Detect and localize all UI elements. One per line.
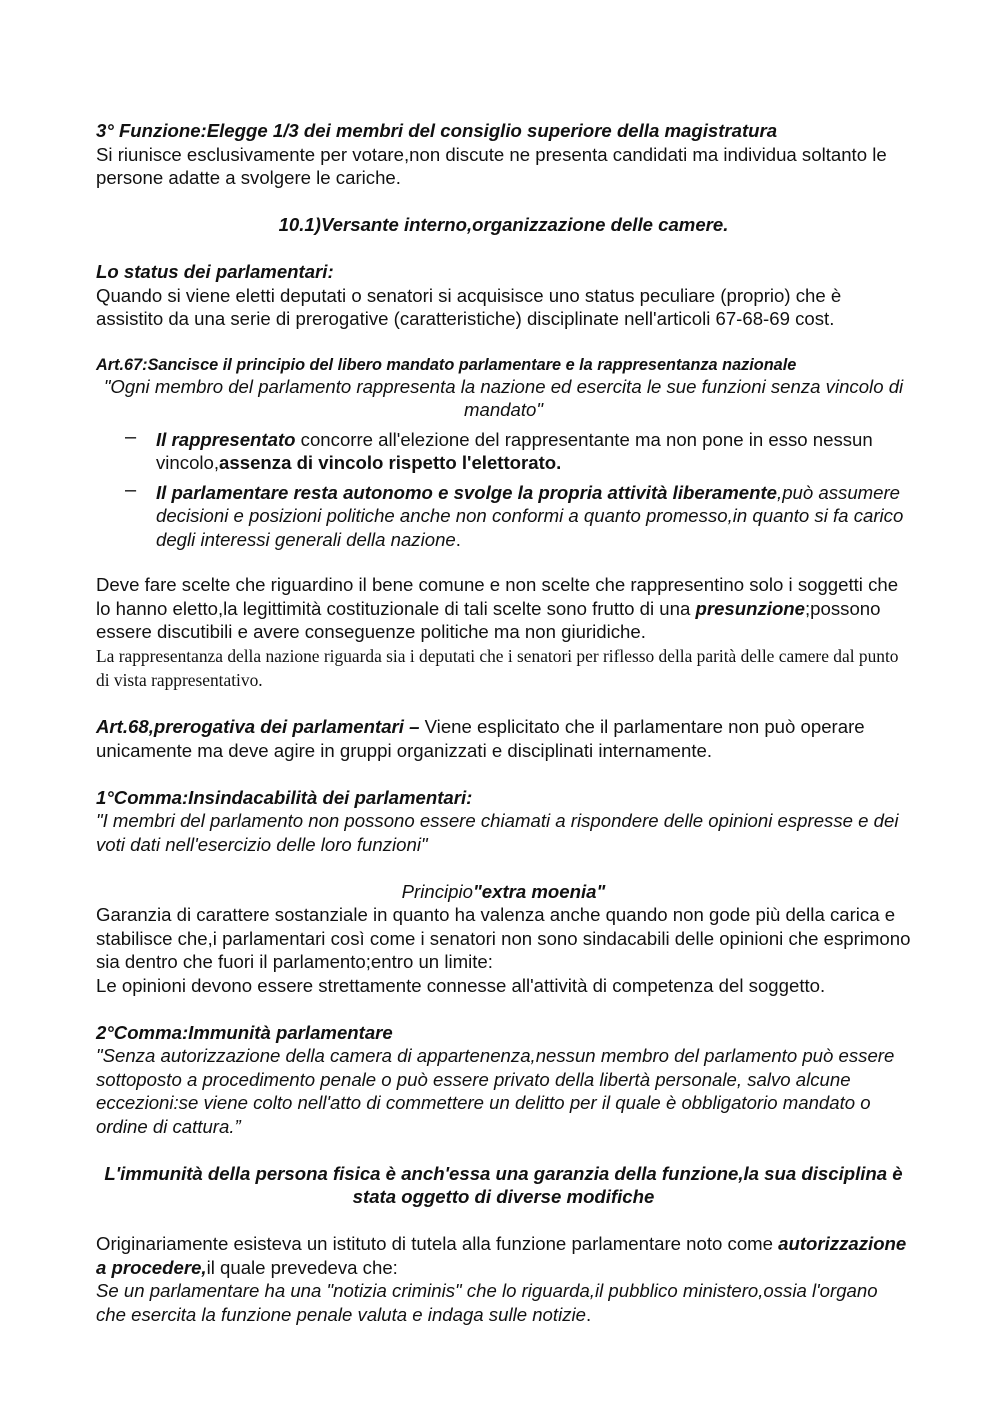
art67-heading: Art.67:Sancisce il principio del libero mandato parlamentare e la rappresentanza nazionale	[96, 355, 797, 374]
originally-paragraph	[96, 1232, 911, 1279]
document-body	[96, 119, 911, 1326]
principle-label: Principio	[401, 880, 473, 902]
status-paragraph: Quando si viene eletti deputati o senatori si acquisisce uno status peculiare (proprio) che è assistito da una serie di prerogative (caratteristiche) disciplinate nell'articoli 67-68-69 cost.	[96, 284, 842, 329]
bullet1-bold: Il rappresentato	[156, 428, 296, 450]
orig-text-1: Originariamente esisteva un istituto di tutela alla funzione parlamentare noto come	[96, 1233, 779, 1254]
orig-text-2: il quale prevedeva che:	[206, 1256, 398, 1278]
limit-paragraph: Le opinioni devono essere strettamente connesse all'attività di competenza del soggetto.	[96, 974, 826, 996]
principle-name: "extra moenia"	[472, 880, 606, 902]
criminis-paragraph	[96, 1279, 911, 1326]
art68-paragraph	[96, 715, 911, 762]
art68-heading: Art.68,prerogativa dei parlamentari –	[96, 716, 420, 737]
representation-note: La rappresentanza della nazione riguarda sia i deputati che i senatori per riflesso della parità delle camere dal punto di vista rappresentativo.	[96, 645, 899, 690]
art67-list	[96, 425, 911, 552]
comma1-quote: "I membri del parlamento non possono essere chiamati a rispondere delle opinioni espresse e dei voti dati nell'esercizio delle loro funzioni"	[96, 810, 899, 855]
comma2-heading: 2°Comma:Immunità parlamentare	[96, 1021, 393, 1043]
function-heading: 3° Funzione:Elegge 1/3 dei membri del consiglio superiore della magistratura	[96, 120, 778, 141]
section-title: 10.1)Versante interno,organizzazione delle camere.	[278, 214, 729, 235]
art67-quote: "Ogni membro del parlamento rappresenta la nazione ed esercita le sue funzioni senza vincolo di mandato"	[103, 375, 904, 420]
choices-text-2: ;possono essere discutibili e avere conseguenze politiche ma non giuridiche.	[96, 597, 881, 642]
bullet1-text: concorre all'elezione del rappresentante ma non pone in esso nessun vincolo,	[156, 428, 873, 473]
comma2-quote: "Senza autorizzazione della camera di appartenenza,nessun membro del parlamento può essere sottoposto a procedimento penale o può essere privato della libertà personale, salvo alcune eccezioni:se viene colto nell'atto di commettere un delitto per il quale è obbligatorio mandato o ordine di cattura.”	[96, 1045, 895, 1137]
principle-line	[96, 880, 911, 904]
orig-bold: autorizzazione a procedere,	[96, 1233, 907, 1278]
bullet2-end: .	[455, 528, 461, 550]
immunity-title: L'immunità della persona fisica è anch'essa una garanzia della funzione,la sua disciplina è stata oggetto di diverse modifiche	[104, 1162, 903, 1207]
bullet2-text: ,può assumere decisioni e posizioni politiche anche non conformi a quanto promesso,in quanto si fa carico degli interessi generali della nazione	[156, 481, 904, 550]
orig-italic: Se un parlamentare ha una "notizia criminis" che lo riguarda,il pubblico ministero,ossia l'organo che esercita la funzione penale valuta e indaga sulle notizie	[96, 1280, 878, 1325]
comma1-heading: 1°Comma:Insindacabilità dei parlamentari:	[96, 786, 473, 808]
choices-text-1: Deve fare scelte che riguardino il bene comune e non scelte che rappresentino solo i soggetti che lo hanno eletto,la legittimità costituzionale di tali scelte sono frutto di una	[96, 574, 899, 619]
orig-end: .	[585, 1303, 592, 1325]
choices-paragraph	[96, 573, 911, 644]
art68-text: Viene esplicitato che il parlamentare non può operare unicamente ma deve agire in gruppi organizzati e disciplinati internamente.	[96, 716, 865, 761]
status-heading: Lo status dei parlamentari:	[96, 261, 334, 282]
dash-bullet: –	[125, 425, 137, 448]
function-paragraph: Si riunisce esclusivamente per votare,non discute ne presenta candidati ma individua soltanto le persone adatte a svolgere le cariche.	[96, 143, 887, 188]
list-item	[125, 478, 911, 552]
bullet2-bold: Il parlamentare resta autonomo e svolge la propria attività liberamente	[156, 481, 778, 503]
choices-bold: presunzione	[695, 597, 806, 619]
dash-bullet: –	[125, 478, 137, 501]
guarantee-paragraph: Garanzia di carattere sostanziale in quanto ha valenza anche quando non gode più della carica e stabilisce che,i parlamentari così come i senatori non sono sindacabili delle opinioni che esprimono sia dentro che fuori il parlamento;entro un limite:	[96, 904, 911, 972]
bullet1-bold-end: assenza di vincolo rispetto l'elettorato.	[219, 452, 562, 473]
list-item	[125, 425, 911, 475]
